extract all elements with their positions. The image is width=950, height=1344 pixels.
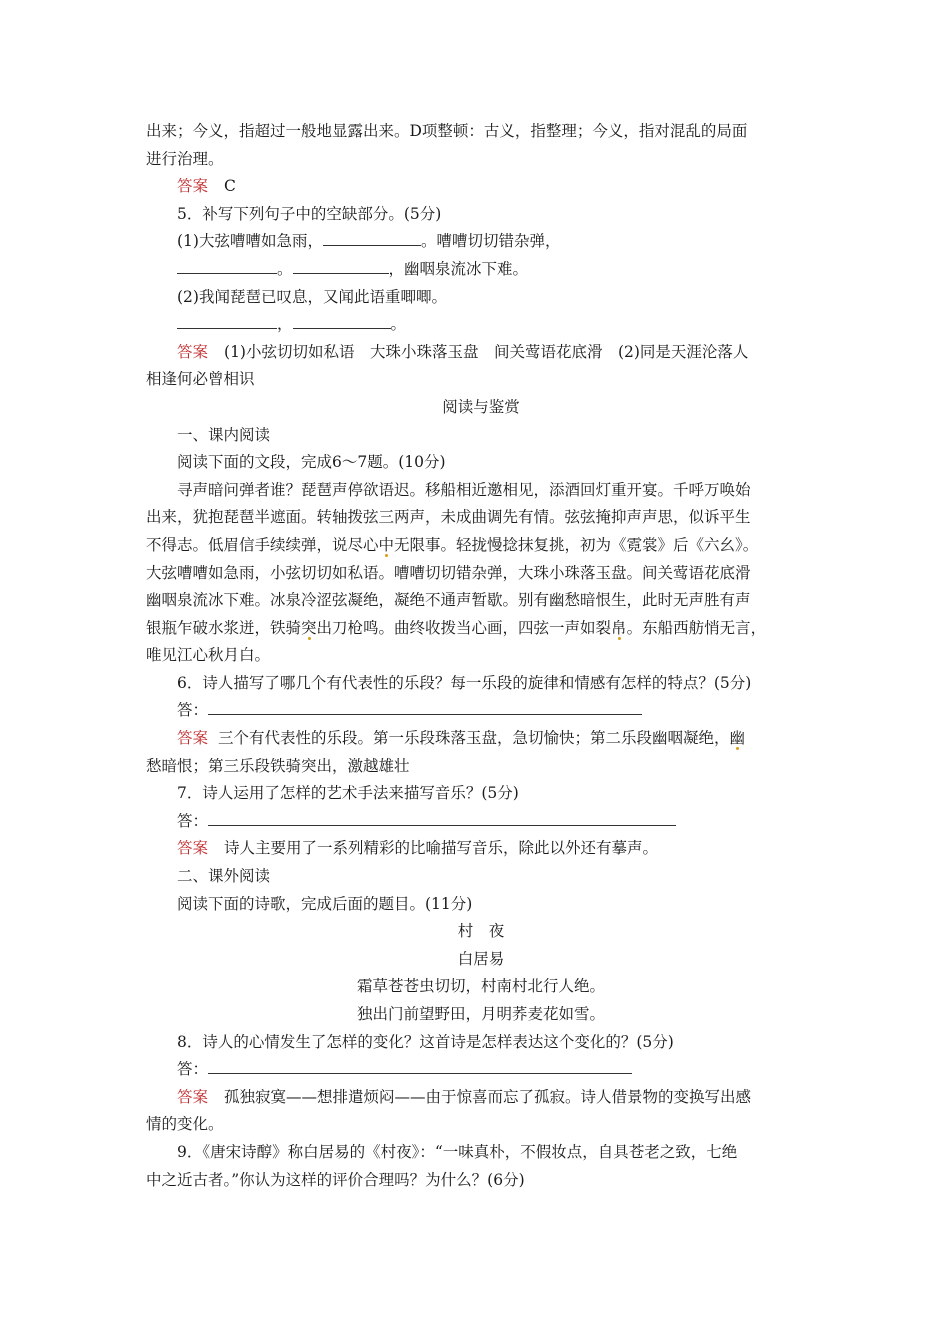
- answer-line: [146, 1084, 816, 1112]
- question-text: ，: [277, 315, 293, 334]
- answer-line: [146, 835, 816, 863]
- passage-line: 大弦嘈嘈如急雨，小弦切切如私语。嘈嘈切切错杂弹，大珠小珠落玉盘。间关莺语花底滑: [146, 563, 751, 582]
- question-line: (2)我闻琵琶已叹息，又闻此语重唧唧。: [177, 287, 447, 306]
- emphasis-mark: 帛: [611, 618, 627, 637]
- section-title: 阅读与鉴赏: [442, 397, 520, 416]
- passage-line: [146, 615, 816, 643]
- question-6: 6．诗人描写了哪几个有代表性的乐段？每一乐段的旋律和情感有怎样的特点？(5分): [177, 673, 752, 692]
- emphasis-mark: 幽: [729, 729, 746, 748]
- answer-label: 答案: [177, 342, 209, 361]
- part-heading: 一、课内阅读: [177, 425, 271, 444]
- question-text: 。: [277, 259, 293, 278]
- answer-blank-line: [146, 808, 816, 836]
- passage-text: 出刀枪鸣。曲终收拨当心画，四弦一声如裂: [316, 618, 612, 637]
- passage-line: 寻声暗问弹者谁？琵琶声停欲语迟。移船相近邀相见，添酒回灯重开宴。千呼万唤始: [177, 480, 751, 499]
- question-8: 8．诗人的心情发生了怎样的变化？这首诗是怎样表达这个变化的？(5分): [177, 1032, 674, 1051]
- part-heading: 二、课外阅读: [177, 867, 271, 886]
- poem-line: 独出门前望野田，月明荞麦花如雪。: [356, 1005, 605, 1023]
- answer-prefix: 答：: [177, 1060, 209, 1079]
- passage-line: 出来，犹抱琵琶半遮面。转轴拨弦三两声，未成曲调先有情。弦弦掩抑声声思，似诉平生: [146, 508, 751, 527]
- paragraph-line: 出来；今义，指超过一般地显露出来。D项整顿：古义，指整理；今义，指对混乱的局面: [146, 122, 748, 140]
- answer-blank-line: [146, 1056, 816, 1084]
- answer-label: 答案: [177, 729, 209, 748]
- passage-line: 唯见江心秋月白。: [146, 646, 271, 665]
- question-text: (1)大弦嘈嘈如急雨，: [177, 232, 323, 251]
- answer-line: 相逢何必曾相识: [146, 370, 255, 389]
- answer-label: 答案: [177, 1087, 209, 1106]
- passage-text: 无限事。轻拢慢捻抹复挑，初为《霓裳》后《六幺》。: [394, 535, 759, 554]
- emphasis-mark: 中: [378, 535, 395, 554]
- question-line: 中之近古者。”你认为这样的评价合理吗？为什么？(6分): [146, 1170, 525, 1189]
- answer-text: 孤独寂寞——想排遣烦闷——由于惊喜而忘了孤寂。诗人借景物的变换写出感: [224, 1087, 752, 1106]
- passage-text: 。东船西舫悄无言，: [626, 618, 767, 637]
- document-page: [146, 118, 816, 1194]
- instruction: 阅读下面的文段，完成6～7题。(10分): [177, 453, 446, 472]
- answer-blank-line: [146, 697, 816, 725]
- emphasis-mark: 突: [301, 618, 317, 637]
- question-5: 5．补写下列句子中的空缺部分。(5分): [177, 204, 442, 223]
- paragraph-line: 进行治理。: [146, 149, 224, 168]
- question-line: [146, 311, 816, 339]
- answer-line: [146, 173, 816, 201]
- question-text: ，幽咽泉流冰下难。: [388, 259, 529, 278]
- answer-line: [146, 339, 816, 367]
- answer-text: (1)小弦切切如私语 大珠小珠落玉盘 间关莺语花底滑 (2)同是天涯沦落人: [224, 342, 749, 361]
- fill-blank: [177, 311, 277, 329]
- passage-text: 不得志。低眉信手续续弹，说尽心: [146, 535, 379, 554]
- answer-line: [146, 725, 816, 753]
- fill-blank: [177, 256, 277, 274]
- question-line: [146, 228, 816, 256]
- poem-author: 白居易: [457, 949, 505, 968]
- passage-line: [146, 532, 816, 560]
- passage-text: 银瓶乍破水浆迸，铁骑: [146, 618, 302, 637]
- answer-label: 答案: [177, 177, 209, 196]
- question-text: 。: [390, 315, 407, 334]
- poem-line: 霜草苍苍虫切切，村南村北行人绝。: [356, 977, 605, 996]
- passage-line: 幽咽泉流冰下难。冰泉冷涩弦凝绝，凝绝不通声暂歇。别有幽愁暗恨生，此时无声胜有声: [146, 591, 751, 610]
- answer-text: C: [224, 177, 236, 196]
- question-7: 7．诗人运用了怎样的艺术手法来描写音乐？(5分): [177, 784, 519, 803]
- answer-blank: [208, 697, 642, 715]
- poem-title: 村 夜: [457, 922, 505, 941]
- question-text: 。嘈嘈切切错杂弹，: [420, 232, 561, 251]
- instruction: 阅读下面的诗歌，完成后面的题目。(11分): [177, 894, 473, 913]
- answer-text: 三个有代表性的乐段。第一乐段珠落玉盘，急切愉快；第二乐段幽咽凝绝，: [218, 729, 730, 748]
- fill-blank: [293, 256, 389, 274]
- answer-text: 诗人主要用了一系列精彩的比喻描写音乐，除此以外还有摹声。: [224, 839, 659, 858]
- answer-prefix: 答：: [177, 811, 209, 830]
- answer-prefix: 答：: [177, 701, 209, 720]
- fill-blank: [323, 228, 421, 246]
- question-9: 9．《唐宋诗醇》称白居易的《村夜》：“一味真朴，不假妆点，自具苍老之致，七绝: [177, 1142, 738, 1161]
- answer-blank: [208, 808, 676, 826]
- question-line: [146, 256, 816, 284]
- answer-line: 愁暗恨；第三乐段铁骑突出，激越雄壮: [146, 756, 410, 775]
- answer-line: 情的变化。: [146, 1115, 224, 1134]
- answer-blank: [208, 1056, 632, 1074]
- fill-blank: [293, 311, 391, 329]
- answer-label: 答案: [177, 839, 209, 858]
